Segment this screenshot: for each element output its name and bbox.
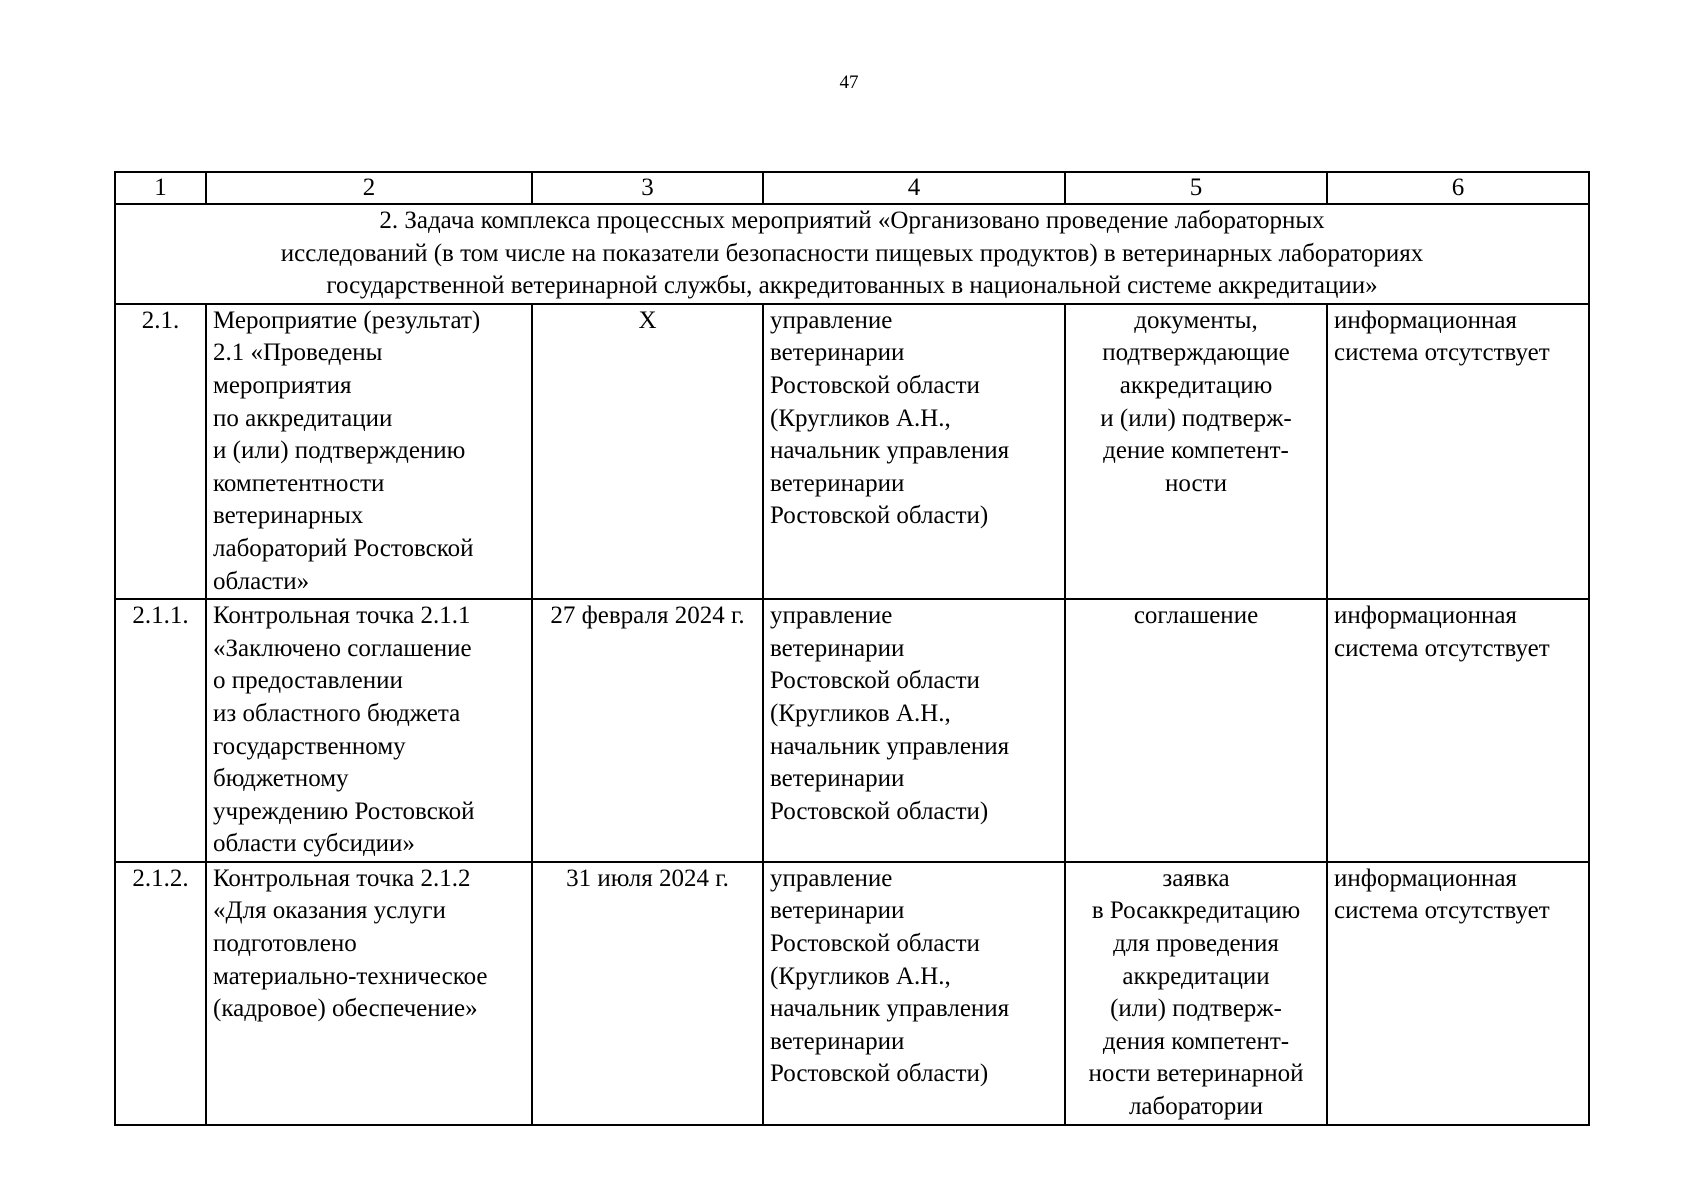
column-number: 1 [115, 172, 206, 204]
row-responsible: управление ветеринарии Ростовской области (Кругликов А.Н., начальник управления ветеринарии Ростовской области) [763, 304, 1065, 599]
row-responsible: управление ветеринарии Ростовской области (Кругликов А.Н., начальник управления ветеринарии Ростовской области) [763, 599, 1065, 862]
row-system: информационная система отсутствует [1327, 862, 1589, 1125]
column-number: 3 [532, 172, 763, 204]
row-responsible: управление ветеринарии Ростовской области (Кругликов А.Н., начальник управления ветеринарии Ростовской области) [763, 862, 1065, 1125]
table-row [115, 862, 1589, 1125]
row-date: 31 июля 2024 г. [532, 862, 763, 1125]
task-row [115, 204, 1589, 304]
column-number: 6 [1327, 172, 1589, 204]
row-name: Контрольная точка 2.1.2 «Для оказания услуги подготовлено материально-техническое (кадровое) обеспечение» [206, 862, 532, 1125]
row-date: 27 февраля 2024 г. [532, 599, 763, 862]
row-system: информационная система отсутствует [1327, 304, 1589, 599]
row-name: Мероприятие (результат) 2.1 «Проведены мероприятия по аккредитации и (или) подтверждению компетентности ветеринарных лабораторий Ростовской области» [206, 304, 532, 599]
table-row [115, 304, 1589, 599]
row-number: 2.1.2. [115, 862, 206, 1125]
row-number: 2.1. [115, 304, 206, 599]
row-document: соглашение [1065, 599, 1327, 862]
column-number: 5 [1065, 172, 1327, 204]
column-number: 4 [763, 172, 1065, 204]
page-number: 47 [839, 72, 859, 93]
activities-table [114, 171, 1590, 1126]
row-date: X [532, 304, 763, 599]
column-number: 2 [206, 172, 532, 204]
row-document: документы, подтверждающие аккредитацию и (или) подтверж- дение компетент- ности [1065, 304, 1327, 599]
column-number-row [115, 172, 1589, 204]
row-number: 2.1.1. [115, 599, 206, 862]
row-document: заявка в Росаккредитацию для проведения аккредитации (или) подтверж- дения компетент- ности ветеринарной лаборатории [1065, 862, 1327, 1125]
row-name: Контрольная точка 2.1.1 «Заключено соглашение о предоставлении из областного бюджета государственному бюджетному учреждению Ростовской области субсидии» [206, 599, 532, 862]
table-row [115, 599, 1589, 862]
task-heading: 2. Задача комплекса процессных мероприятий «Организовано проведение лабораторных исследований (в том числе на показатели безопасности пищевых продуктов) в ветеринарных лабораториях государственной ветеринарной службы, аккредитованных в национальной системе аккредитации» [115, 204, 1589, 304]
row-system: информационная система отсутствует [1327, 599, 1589, 862]
